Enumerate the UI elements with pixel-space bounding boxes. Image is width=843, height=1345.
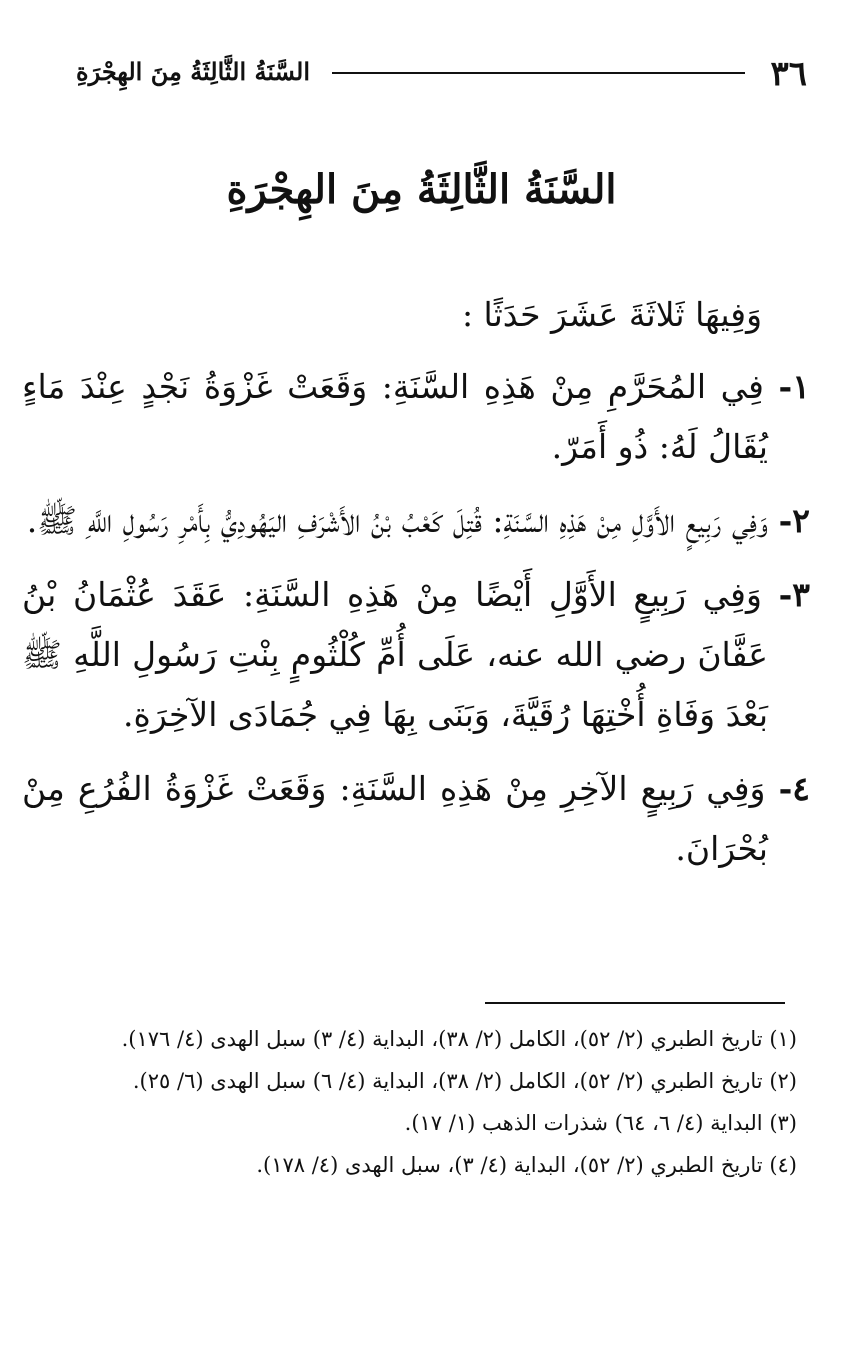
header-rule	[332, 72, 745, 74]
chapter-title: السَّنَةُ الثَّالِثَةُ مِنَ الهِجْرَةِ	[226, 166, 617, 213]
event-item	[22, 759, 810, 879]
event-text: وَفِي رَبِيعٍ الأَوَّلِ مِنْ هَذِهِ السَّنَةِ: قُتِلَ كَعْبُ بْنُ الأَشْرَفِ اليَهُودِيُّ بِأَمْرِ رَسُولِ اللَّهِ ﷺ.	[26, 501, 769, 540]
page-number: ٣٦	[770, 54, 807, 94]
footnotes	[22, 1020, 797, 1188]
footnote	[22, 1020, 797, 1058]
event-text: وَفِي رَبِيعٍ الأَوَّلِ أَيْضًا مِنْ هَذِهِ السَّنَةِ: عَقَدَ عُثْمَانُ بْنُ عَفَّانَ رضي الله عنه، عَلَى أُمِّ كُلْثُومٍ بِنْتِ رَسُولِ اللَّهِ ﷺ بَعْدَ وَفَاةِ أُخْتِهَا رُقَيَّةَ، وَبَنَى بِهَا فِي جُمَادَى الآخِرَةِ.	[22, 575, 768, 734]
footnote	[22, 1104, 797, 1142]
footnote-number: (٤)	[769, 1153, 797, 1177]
event-text: فِي المُحَرَّمِ مِنْ هَذِهِ السَّنَةِ: وَقَعَتْ غَزْوَةُ نَجْدٍ عِنْدَ مَاءٍ يُقَالُ لَهُ: ذُو أَمَرّ.	[22, 367, 768, 466]
event-number: ٣-	[778, 575, 810, 614]
intro-line: وَفِيهَا ثَلاثَةَ عَشَرَ حَدَثًا :	[461, 295, 762, 334]
footnote-number: (١)	[769, 1027, 797, 1051]
footnote-text: تاريخ الطبري (٢/ ٥٢)، الكامل (٢/ ٣٨)، البداية (٤/ ٦) سبل الهدى (٦/ ٢٥).	[132, 1069, 763, 1093]
footnote-number: (٢)	[769, 1069, 797, 1093]
footnote-text: تاريخ الطبري (٢/ ٥٢)، البداية (٤/ ٣)، سبل الهدى (٤/ ١٧٨).	[256, 1153, 763, 1177]
event-number: ١-	[778, 367, 810, 406]
running-title: السَّنَةُ الثَّالِثَةُ مِنَ الهِجْرَةِ	[76, 57, 310, 86]
event-item	[22, 491, 810, 551]
footnote-text: تاريخ الطبري (٢/ ٥٢)، الكامل (٢/ ٣٨)، البداية (٤/ ٣) سبل الهدى (٤/ ١٧٦).	[121, 1027, 763, 1051]
event-text: وَفِي رَبِيعٍ الآخِرِ مِنْ هَذِهِ السَّنَةِ: وَقَعَتْ غَزْوَةُ الفُرُعِ مِنْ بُحْرَانَ.	[22, 769, 768, 868]
event-item	[22, 565, 810, 745]
footnote-separator	[485, 1002, 785, 1004]
footnote-text: البداية (٤/ ٦، ٦٤) شذرات الذهب (١/ ١٧).	[404, 1111, 763, 1135]
footnote-number: (٣)	[769, 1111, 797, 1135]
main-text	[22, 285, 810, 893]
event-number: ٢-	[778, 501, 810, 540]
event-item	[22, 357, 810, 477]
running-header	[30, 50, 815, 96]
event-number: ٤-	[778, 769, 810, 808]
footnote	[22, 1062, 797, 1100]
footnote	[22, 1146, 797, 1184]
